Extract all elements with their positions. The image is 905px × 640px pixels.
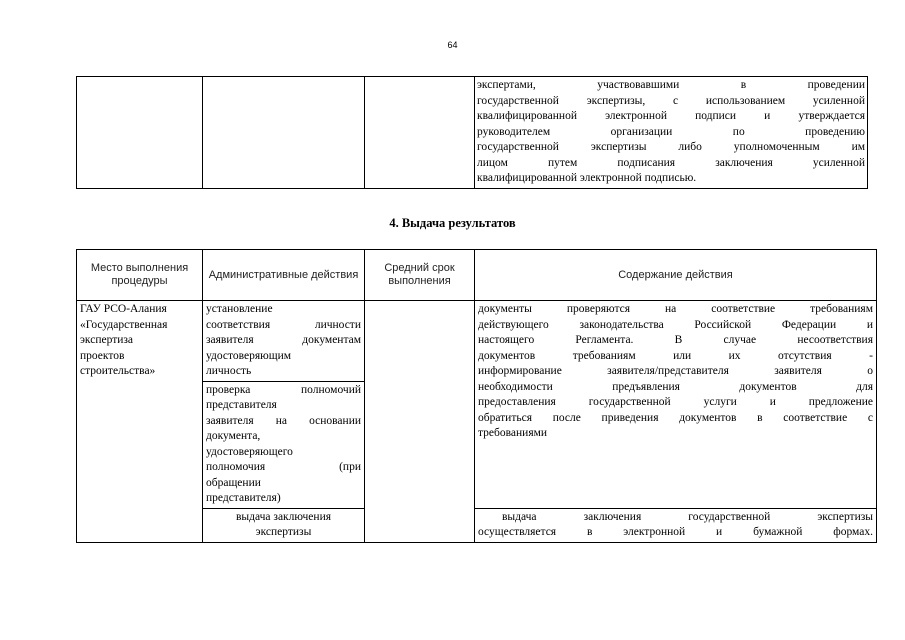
- text-line: удостоверяющим: [206, 349, 292, 362]
- text-line: государственной экспертизы, с использованием усиленной: [477, 94, 865, 107]
- header-actions: Административные действия: [203, 250, 365, 301]
- empty-cell: [365, 77, 475, 189]
- text-line: обратиться после приведения документов в соответствие с: [478, 411, 873, 424]
- content-document-check: [475, 301, 877, 509]
- text-line: выдача заключения: [235, 510, 332, 523]
- content-issue-conclusion: [475, 508, 877, 542]
- header-term: Средний срок выполнения: [365, 250, 475, 301]
- text-line: квалифицированной электронной подписи и утверждается: [477, 110, 865, 122]
- text-line: требованиями: [478, 427, 548, 439]
- text-line: квалифицированной электронной подписью.: [477, 172, 697, 184]
- text-line: выдача заключения государственной экспертизы: [502, 510, 873, 523]
- text-line: «Государственная: [80, 318, 168, 331]
- continuation-table: [76, 76, 868, 189]
- text-line: представителя): [206, 492, 281, 504]
- text-line: экспертизы: [255, 526, 312, 538]
- text-line: проверка полномочий: [206, 383, 361, 396]
- text-line: экспертиза: [80, 334, 134, 346]
- text-line: соответствия личности: [206, 318, 361, 331]
- text-line: установление: [206, 303, 273, 315]
- action-authority-check: [203, 381, 365, 508]
- text-line: осуществляется в электронной и бумажной формах.: [478, 526, 873, 538]
- text-line: настоящего Регламента. В случае несоответствия: [478, 334, 873, 346]
- action-issue-conclusion: [203, 508, 365, 542]
- table-row: [77, 301, 877, 382]
- text-line: документов требованиям или их отсутствия -: [478, 349, 873, 362]
- text-line: предоставления государственной услуги и предложение: [478, 396, 873, 408]
- text-line: информирование заявителя/представителя заявителя о: [478, 365, 873, 377]
- section-title: 4. Выдача результатов: [389, 216, 516, 230]
- expertise-signing-text: [475, 77, 868, 189]
- procedure-place-cell: [77, 301, 203, 543]
- header-content: Содержание действия: [475, 250, 877, 301]
- text-line: строительства»: [80, 365, 156, 377]
- text-line: ГАУ РСО-Алания: [80, 303, 167, 315]
- action-identity-check: [203, 301, 365, 382]
- text-line: документы проверяются на соответствие требованиям: [478, 303, 873, 315]
- header-place: Место выполнения процедуры: [77, 250, 203, 301]
- text-line: представителя: [206, 399, 277, 411]
- text-line: необходимости предъявления документов для: [478, 380, 873, 393]
- text-line: удостоверяющего: [206, 445, 293, 458]
- results-issuance-table: [76, 249, 877, 543]
- term-cell: [365, 301, 475, 543]
- empty-cell: [77, 77, 203, 189]
- text-line: проектов: [80, 349, 125, 362]
- text-line: полномочия (при: [206, 461, 361, 473]
- text-line: заявителя документам: [206, 334, 361, 346]
- page-number: 64: [447, 40, 458, 50]
- text-line: экспертами, участвовавшими в проведении: [477, 79, 865, 91]
- text-line: документа,: [206, 430, 261, 442]
- text-line: государственной экспертизы либо уполномоченным им: [477, 141, 865, 153]
- text-line: руководителем организации по проведению: [477, 125, 865, 138]
- text-line: заявителя на основании: [206, 414, 361, 427]
- text-line: действующего законодательства Российской Федерации и: [478, 318, 873, 331]
- header-row: [77, 250, 877, 301]
- text-line: лицом путем подписания заключения усиленной: [477, 156, 865, 169]
- text-line: личность: [206, 365, 252, 377]
- table-row: [77, 77, 868, 189]
- empty-cell: [203, 77, 365, 189]
- text-line: обращении: [206, 476, 261, 489]
